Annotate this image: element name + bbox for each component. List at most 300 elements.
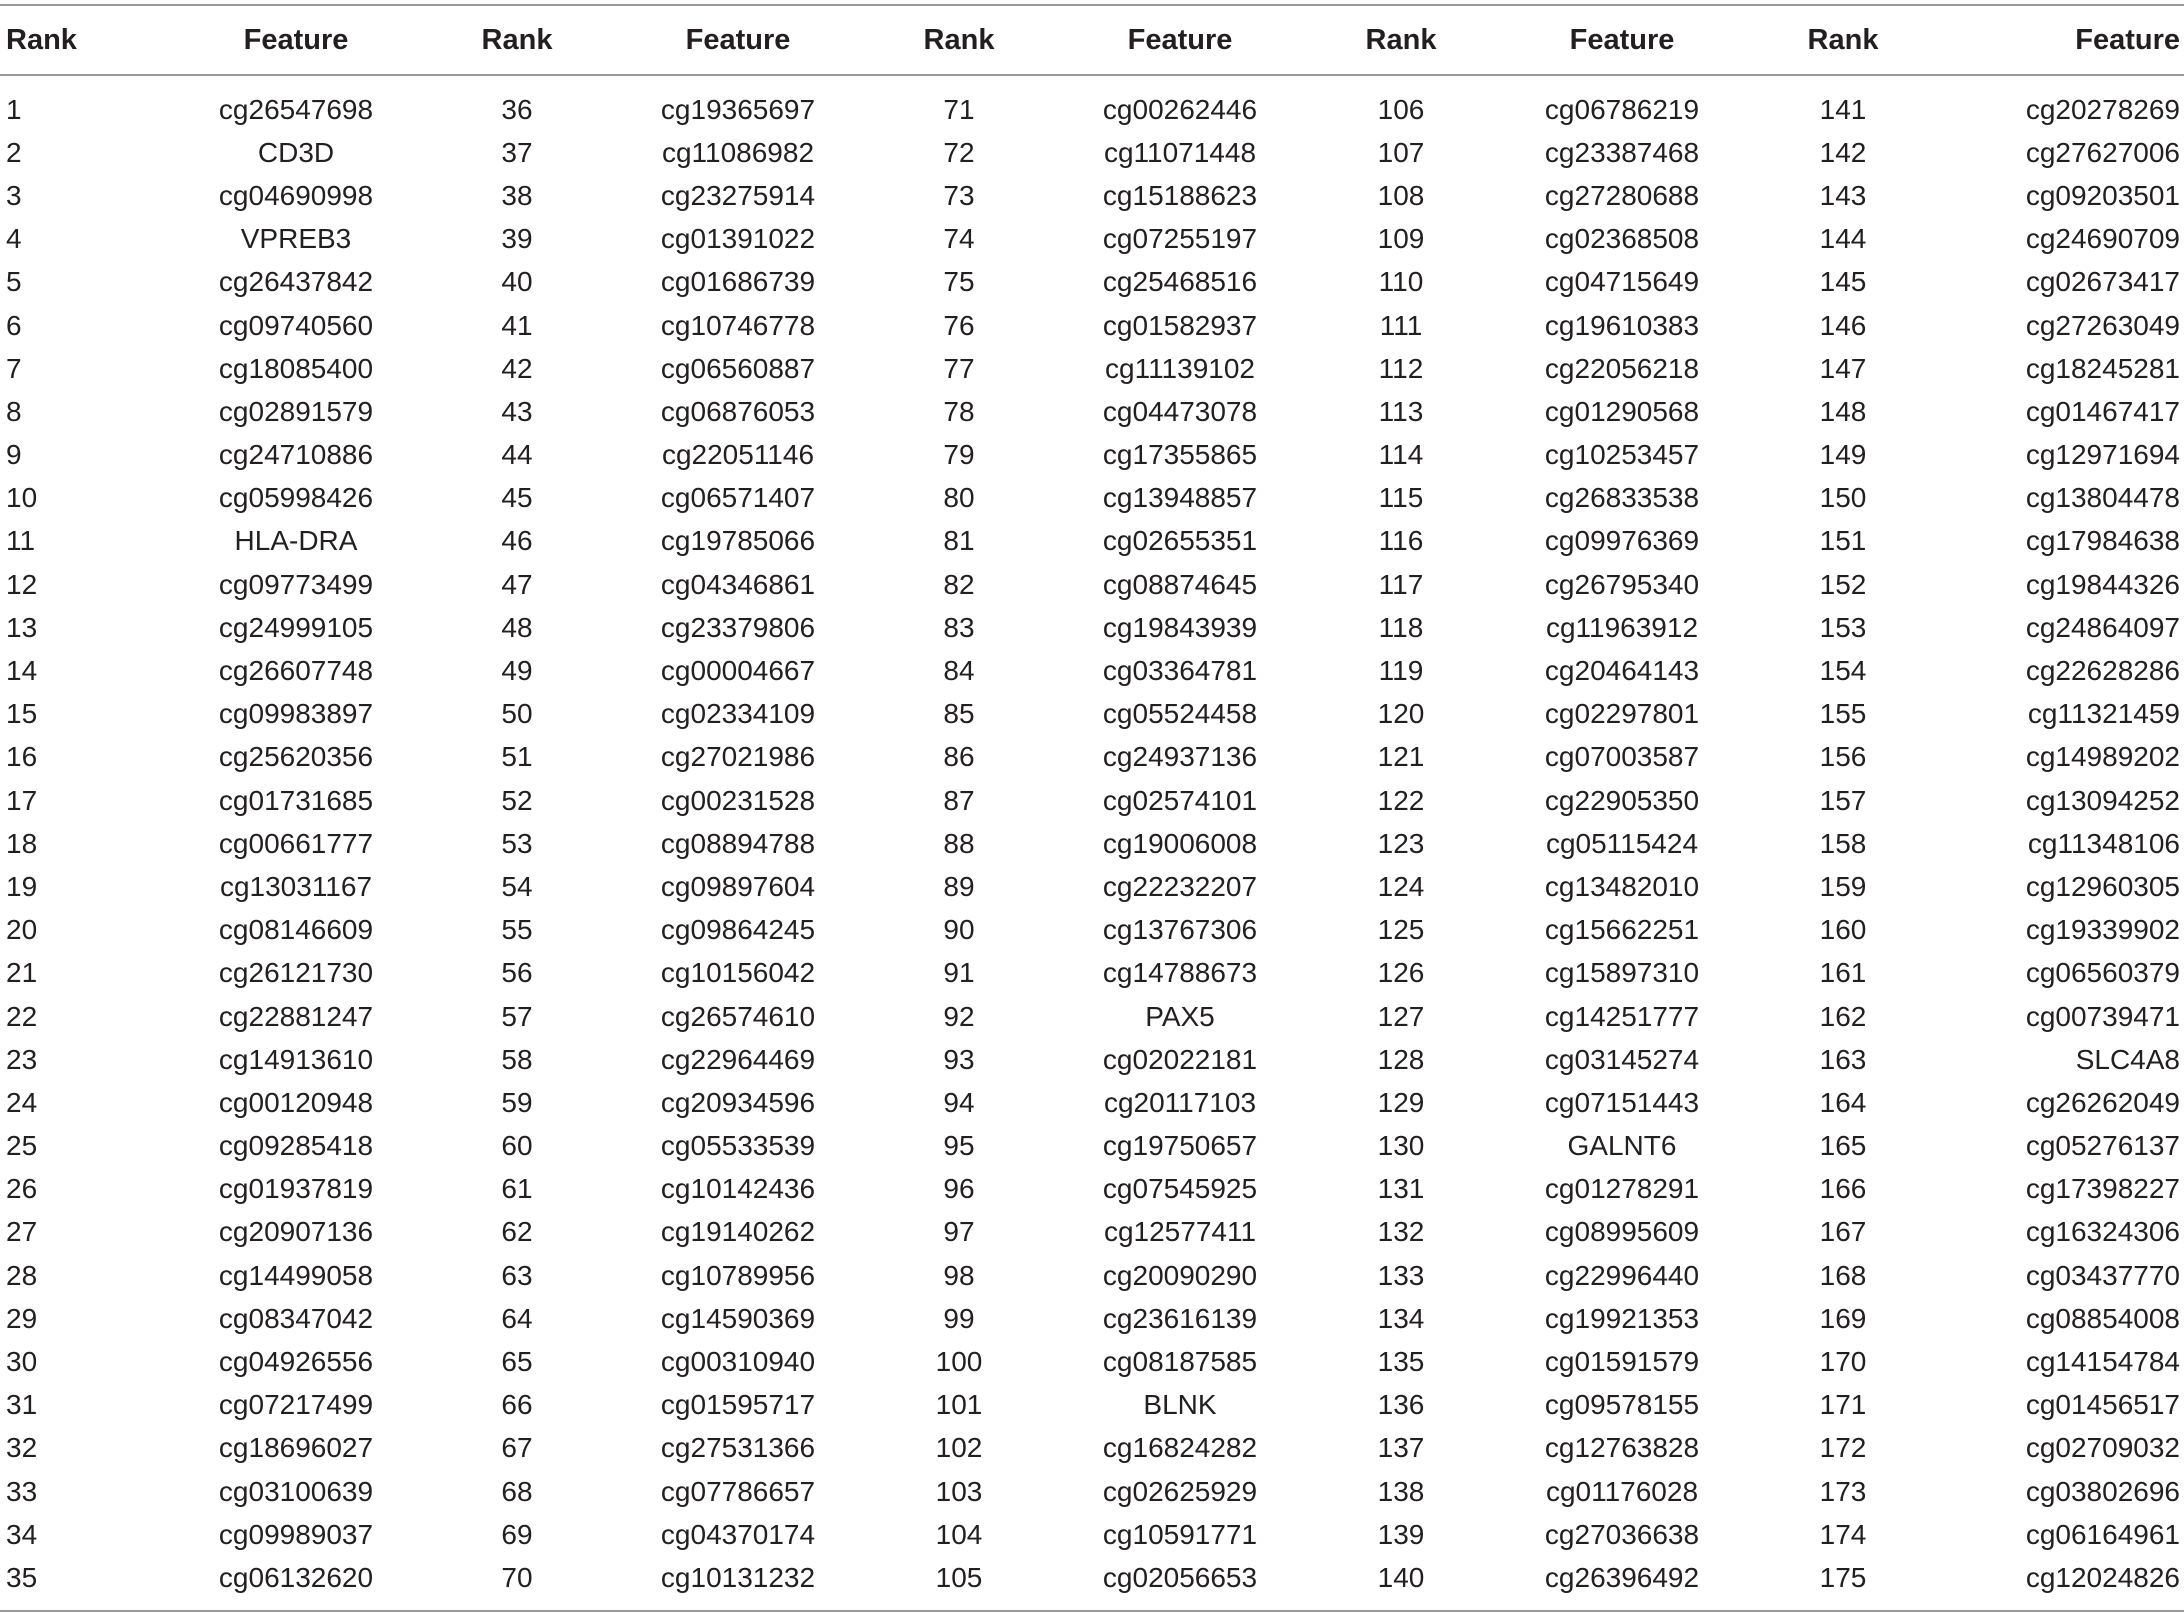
rank-cell: 2 <box>6 136 22 168</box>
feature-cell: cg22051146 <box>661 439 815 471</box>
feature-cell: cg26574610 <box>660 1000 816 1032</box>
rank-cell: 66 <box>501 1389 533 1421</box>
feature-cell: cg13767306 <box>1102 914 1258 946</box>
feature-cell: cg20117103 <box>1103 1086 1257 1118</box>
rank-cell: 7 <box>6 352 22 384</box>
feature-cell: cg08146609 <box>218 914 374 946</box>
rank-cell: 143 <box>1819 179 1867 211</box>
rank-cell: 51 <box>501 741 533 773</box>
rank-cell: 20 <box>6 914 38 946</box>
feature-cell: cg16824282 <box>1102 1432 1258 1464</box>
rank-cell: 153 <box>1819 611 1867 643</box>
rank-cell: 141 <box>1819 93 1867 125</box>
rank-cell: 15 <box>6 698 38 730</box>
rank-cell: 172 <box>1819 1432 1867 1464</box>
feature-cell: cg26437842 <box>218 266 374 298</box>
rank-cell: 29 <box>6 1302 38 1334</box>
feature-cell: cg03364781 <box>1102 655 1258 687</box>
table-body <box>0 75 2184 1611</box>
rank-cell: 109 <box>1377 223 1425 255</box>
header-row <box>0 5 2184 75</box>
rank-cell: 133 <box>1377 1259 1425 1291</box>
rank-cell: 68 <box>501 1475 533 1507</box>
table-row <box>0 1081 2184 1124</box>
feature-cell: cg22905350 <box>1544 784 1700 816</box>
feature-cell: cg07003587 <box>1544 741 1700 773</box>
feature-cell: cg19750657 <box>1102 1130 1258 1162</box>
feature-cell: cg07255197 <box>1102 223 1258 255</box>
rank-cell: 74 <box>943 223 975 255</box>
feature-cell: cg19844326 <box>2025 568 2180 600</box>
table-row <box>0 477 2184 520</box>
rank-cell: 90 <box>943 914 975 946</box>
rank-cell: 16 <box>6 741 38 773</box>
feature-cell: cg11963912 <box>1545 611 1699 643</box>
rank-cell: 107 <box>1377 136 1425 168</box>
feature-cell: BLNK <box>1143 1389 1217 1421</box>
rank-cell: 62 <box>501 1216 533 1248</box>
feature-cell: cg08995609 <box>1544 1216 1700 1248</box>
feature-cell: cg04346861 <box>660 568 816 600</box>
rank-cell: 156 <box>1819 741 1867 773</box>
feature-cell: cg26833538 <box>1544 482 1700 514</box>
table-row <box>0 218 2184 261</box>
rank-cell: 4 <box>6 223 22 255</box>
rank-cell: 80 <box>943 482 975 514</box>
feature-cell: cg11321459 <box>2027 698 2180 730</box>
rank-cell: 78 <box>943 395 975 427</box>
rank-cell: 115 <box>1378 482 1424 514</box>
feature-cell: cg06786219 <box>1544 93 1700 125</box>
feature-cell: cg19365697 <box>660 93 816 125</box>
rank-cell: 154 <box>1819 655 1867 687</box>
rank-cell: 3 <box>6 179 22 211</box>
feature-cell: cg14590369 <box>660 1302 816 1334</box>
feature-cell: cg00262446 <box>1102 93 1258 125</box>
feature-cell: cg19339902 <box>2025 914 2180 946</box>
feature-cell: cg19843939 <box>1102 611 1258 643</box>
feature-cell: cg09578155 <box>1544 1389 1700 1421</box>
feature-cell: cg05524458 <box>1102 698 1258 730</box>
table-row <box>0 1513 2184 1556</box>
feature-cell: cg12577411 <box>1103 1216 1257 1248</box>
feature-cell: cg20278269 <box>2025 93 2180 125</box>
table-row <box>0 995 2184 1038</box>
feature-cell: cg19921353 <box>1544 1302 1700 1334</box>
rank-cell: 6 <box>6 309 22 341</box>
table-row <box>0 649 2184 692</box>
feature-cell: VPREB3 <box>240 223 352 255</box>
rank-cell: 65 <box>501 1346 533 1378</box>
feature-cell: cg25620356 <box>218 741 374 773</box>
rank-cell: 70 <box>501 1561 533 1593</box>
table-row <box>0 693 2184 736</box>
feature-cell: cg14913610 <box>218 1043 374 1075</box>
feature-cell: cg08894788 <box>660 827 816 859</box>
rank-cell: 100 <box>935 1346 983 1378</box>
rank-cell: 11 <box>6 525 36 557</box>
rank-cell: 147 <box>1819 352 1867 384</box>
feature-cell: cg12960305 <box>2025 870 2180 902</box>
feature-cell: cg02625929 <box>1102 1475 1258 1507</box>
feature-cell: cg00310940 <box>660 1346 816 1378</box>
rank-cell: 91 <box>943 957 975 989</box>
rank-cell: 137 <box>1377 1432 1425 1464</box>
feature-cell: cg09983897 <box>218 698 374 730</box>
rank-cell: 118 <box>1378 611 1424 643</box>
rank-cell: 164 <box>1819 1086 1867 1118</box>
feature-cell: cg10591771 <box>1102 1518 1258 1550</box>
feature-cell: cg18696027 <box>218 1432 374 1464</box>
rank-cell: 168 <box>1819 1259 1867 1291</box>
feature-cell: cg27280688 <box>1544 179 1700 211</box>
feature-cell: cg12971694 <box>2025 439 2180 471</box>
feature-cell: cg01686739 <box>660 266 816 298</box>
feature-cell: cg06164961 <box>2025 1518 2180 1550</box>
feature-cell: cg04715649 <box>1544 266 1700 298</box>
rank-cell: 167 <box>1819 1216 1867 1248</box>
feature-cell: cg02891579 <box>218 395 374 427</box>
feature-cell: cg04926556 <box>218 1346 374 1378</box>
rank-cell: 75 <box>943 266 975 298</box>
rank-cell: 48 <box>501 611 533 643</box>
rank-cell: 89 <box>943 870 975 902</box>
feature-cell: cg08347042 <box>218 1302 374 1334</box>
rank-cell: 138 <box>1377 1475 1425 1507</box>
table-row <box>0 1211 2184 1254</box>
header-rank: Rank <box>1365 23 1437 56</box>
feature-cell: cg13031167 <box>219 870 373 902</box>
rank-cell: 5 <box>6 266 22 298</box>
rank-cell: 79 <box>943 439 975 471</box>
feature-cell: cg06876053 <box>660 395 816 427</box>
table-row <box>0 952 2184 995</box>
rank-cell: 103 <box>935 1475 983 1507</box>
table-row <box>0 347 2184 390</box>
feature-cell: cg01595717 <box>660 1389 816 1421</box>
rank-cell: 88 <box>943 827 975 859</box>
feature-cell: cg27531366 <box>660 1432 816 1464</box>
rank-cell: 112 <box>1378 352 1424 384</box>
rank-cell: 171 <box>1819 1389 1867 1421</box>
rank-cell: 97 <box>943 1216 975 1248</box>
feature-cell: cg07217499 <box>218 1389 374 1421</box>
rank-cell: 43 <box>501 395 533 427</box>
table-row <box>0 1038 2184 1081</box>
rank-cell: 47 <box>501 568 533 600</box>
rank-cell: 104 <box>935 1518 983 1550</box>
feature-cell: cg01456517 <box>2025 1389 2180 1421</box>
feature-cell: cg07545925 <box>1102 1173 1258 1205</box>
feature-cell: cg08854008 <box>2025 1302 2180 1334</box>
feature-cell: cg04370174 <box>660 1518 816 1550</box>
rank-cell: 93 <box>943 1043 975 1075</box>
rank-cell: 30 <box>6 1346 38 1378</box>
rank-cell: 44 <box>501 439 533 471</box>
rank-cell: 14 <box>6 655 38 687</box>
rank-cell: 19 <box>6 870 38 902</box>
feature-cell: cg24999105 <box>218 611 374 643</box>
rank-cell: 8 <box>6 395 22 427</box>
rank-cell: 32 <box>6 1432 38 1464</box>
feature-cell: cg01731685 <box>218 784 374 816</box>
feature-cell: cg19140262 <box>660 1216 816 1248</box>
table-row <box>0 865 2184 908</box>
rank-cell: 26 <box>6 1173 38 1205</box>
feature-cell: cg09203501 <box>2025 179 2180 211</box>
rank-cell: 162 <box>1819 1000 1867 1032</box>
rank-cell: 159 <box>1819 870 1867 902</box>
feature-cell: cg08187585 <box>1102 1346 1258 1378</box>
rank-cell: 1 <box>6 93 22 125</box>
rank-cell: 96 <box>943 1173 975 1205</box>
header-feature: Feature <box>685 23 791 56</box>
feature-cell: cg17398227 <box>2025 1173 2180 1205</box>
feature-cell: cg06560887 <box>660 352 816 384</box>
feature-cell: cg01278291 <box>1544 1173 1700 1205</box>
rank-cell: 105 <box>935 1561 983 1593</box>
table-row <box>0 1125 2184 1168</box>
rank-cell: 33 <box>6 1475 38 1507</box>
rank-cell: 38 <box>501 179 533 211</box>
feature-cell: cg09989037 <box>218 1518 374 1550</box>
rank-cell: 139 <box>1377 1518 1425 1550</box>
rank-cell: 166 <box>1819 1173 1867 1205</box>
table-row <box>0 390 2184 433</box>
feature-cell: cg01290568 <box>1544 395 1700 427</box>
rank-cell: 13 <box>6 611 38 643</box>
feature-cell: cg14788673 <box>1102 957 1258 989</box>
rank-cell: 95 <box>943 1130 975 1162</box>
feature-cell: GALNT6 <box>1567 1130 1677 1162</box>
table-row <box>0 1384 2184 1427</box>
rank-cell: 140 <box>1377 1561 1425 1593</box>
rank-cell: 54 <box>501 870 533 902</box>
header-rank: Rank <box>6 23 77 56</box>
rank-cell: 174 <box>1819 1518 1867 1550</box>
rank-cell: 58 <box>501 1043 533 1075</box>
rank-cell: 25 <box>6 1130 38 1162</box>
feature-cell: cg24937136 <box>1102 741 1258 773</box>
rank-cell: 145 <box>1819 266 1867 298</box>
feature-cell: cg14989202 <box>2025 741 2180 773</box>
feature-cell: cg01176028 <box>1545 1475 1699 1507</box>
feature-cell: cg25468516 <box>1102 266 1258 298</box>
feature-cell: cg06132620 <box>218 1561 374 1593</box>
feature-cell: cg05276137 <box>2025 1130 2180 1162</box>
feature-cell: cg07151443 <box>1544 1086 1700 1118</box>
feature-cell: cg27021986 <box>660 741 816 773</box>
rank-cell: 142 <box>1819 136 1867 168</box>
rank-cell: 150 <box>1819 482 1867 514</box>
rank-cell: 148 <box>1819 395 1867 427</box>
rank-cell: 128 <box>1377 1043 1425 1075</box>
feature-cell: cg17984638 <box>2025 525 2180 557</box>
feature-cell: PAX5 <box>1145 1000 1215 1032</box>
rank-cell: 125 <box>1377 914 1425 946</box>
feature-cell: cg13094252 <box>2025 784 2180 816</box>
rank-cell: 72 <box>943 136 975 168</box>
rank-cell: 169 <box>1819 1302 1867 1334</box>
rank-cell: 22 <box>6 1000 38 1032</box>
feature-cell: cg11348106 <box>2027 827 2180 859</box>
rank-cell: 108 <box>1377 179 1425 211</box>
header-rank: Rank <box>481 23 553 56</box>
feature-cell: cg26547698 <box>218 93 374 125</box>
feature-cell: cg10789956 <box>660 1259 816 1291</box>
rank-cell: 155 <box>1819 698 1867 730</box>
feature-cell: cg02334109 <box>660 698 816 730</box>
feature-cell: cg00120948 <box>218 1086 374 1118</box>
rank-cell: 151 <box>1819 525 1867 557</box>
rank-cell: 132 <box>1377 1216 1425 1248</box>
rank-cell: 170 <box>1819 1346 1867 1378</box>
feature-cell: cg09864245 <box>660 914 816 946</box>
rank-cell: 101 <box>935 1389 983 1421</box>
feature-cell: cg13948857 <box>1102 482 1258 514</box>
rank-cell: 122 <box>1377 784 1425 816</box>
rank-cell: 39 <box>501 223 533 255</box>
rank-cell: 69 <box>501 1518 533 1550</box>
feature-cell: cg18085400 <box>218 352 374 384</box>
table-row <box>0 1340 2184 1383</box>
table-row <box>0 1427 2184 1470</box>
feature-cell: cg02368508 <box>1544 223 1700 255</box>
rank-cell: 42 <box>501 352 533 384</box>
feature-cell: cg13482010 <box>1544 870 1700 902</box>
rank-cell: 57 <box>501 1000 533 1032</box>
rank-cell: 24 <box>6 1086 38 1118</box>
feature-cell: cg02673417 <box>2025 266 2180 298</box>
rank-cell: 116 <box>1378 525 1424 557</box>
table-row <box>0 563 2184 606</box>
feature-cell: cg23387468 <box>1544 136 1700 168</box>
rank-cell: 31 <box>6 1389 38 1421</box>
rank-cell: 17 <box>6 784 38 816</box>
feature-cell: cg18245281 <box>2025 352 2180 384</box>
rank-cell: 23 <box>6 1043 38 1075</box>
feature-cell: cg23275914 <box>660 179 816 211</box>
feature-cell: cg05115424 <box>1545 827 1699 859</box>
rank-cell: 102 <box>935 1432 983 1464</box>
feature-cell: cg10253457 <box>1544 439 1700 471</box>
feature-cell: cg22964469 <box>660 1043 816 1075</box>
rank-cell: 144 <box>1819 223 1867 255</box>
table-row <box>0 434 2184 477</box>
feature-cell: cg06560379 <box>2025 957 2180 989</box>
feature-cell: cg15897310 <box>1544 957 1700 989</box>
feature-cell: cg04690998 <box>218 179 374 211</box>
rank-cell: 34 <box>6 1518 38 1550</box>
rank-cell: 53 <box>501 827 533 859</box>
table-row <box>0 1556 2184 1610</box>
feature-cell: cg02022181 <box>1102 1043 1258 1075</box>
feature-cell: cg04473078 <box>1102 395 1258 427</box>
feature-cell: cg14251777 <box>1544 1000 1700 1032</box>
feature-cell: cg23616139 <box>1102 1302 1258 1334</box>
table-row <box>0 131 2184 174</box>
rank-cell: 36 <box>501 93 533 125</box>
feature-cell: cg09773499 <box>218 568 374 600</box>
rank-cell: 67 <box>501 1432 533 1464</box>
feature-cell: cg10142436 <box>660 1173 816 1205</box>
rank-cell: 157 <box>1819 784 1867 816</box>
feature-cell: cg24864097 <box>2025 611 2180 643</box>
rank-cell: 129 <box>1377 1086 1425 1118</box>
rank-cell: 61 <box>501 1173 533 1205</box>
header-feature: Feature <box>1127 23 1233 56</box>
feature-cell: cg26795340 <box>1544 568 1700 600</box>
table-row <box>0 520 2184 563</box>
rank-cell: 110 <box>1378 266 1424 298</box>
feature-cell: cg19785066 <box>660 525 816 557</box>
feature-cell: cg01591579 <box>1544 1346 1700 1378</box>
rank-cell: 113 <box>1378 395 1424 427</box>
rank-cell: 136 <box>1377 1389 1425 1421</box>
feature-cell: cg12024826 <box>2025 1561 2180 1593</box>
rank-cell: 87 <box>943 784 975 816</box>
rank-cell: 50 <box>501 698 533 730</box>
table-row <box>0 779 2184 822</box>
feature-cell: cg05998426 <box>218 482 374 514</box>
feature-cell: cg11086982 <box>661 136 815 168</box>
feature-cell: cg13804478 <box>2025 482 2180 514</box>
rank-cell: 160 <box>1819 914 1867 946</box>
rank-cell: 73 <box>943 179 975 211</box>
feature-cell: cg14154784 <box>2025 1346 2180 1378</box>
feature-cell: cg26607748 <box>218 655 374 687</box>
rank-cell: 146 <box>1819 309 1867 341</box>
header-feature: Feature <box>243 23 349 56</box>
feature-cell: cg15188623 <box>1102 179 1258 211</box>
rank-cell: 64 <box>501 1302 533 1334</box>
rank-cell: 77 <box>943 352 975 384</box>
feature-rank-table <box>0 4 2184 1612</box>
rank-cell: 40 <box>501 266 533 298</box>
feature-cell: cg01391022 <box>660 223 816 255</box>
rank-cell: 71 <box>943 93 975 125</box>
feature-cell: cg12763828 <box>1544 1432 1700 1464</box>
feature-cell: cg01467417 <box>2025 395 2180 427</box>
table-header <box>0 5 2184 75</box>
feature-cell: cg00004667 <box>660 655 816 687</box>
rank-cell: 81 <box>943 525 975 557</box>
feature-cell: cg09976369 <box>1544 525 1700 557</box>
table-row <box>0 1254 2184 1297</box>
feature-cell: cg27036638 <box>1544 1518 1700 1550</box>
feature-cell: cg10156042 <box>660 957 816 989</box>
rank-cell: 56 <box>501 957 533 989</box>
feature-cell: cg20090290 <box>1102 1259 1258 1291</box>
rank-cell: 123 <box>1377 827 1425 859</box>
feature-cell: cg03100639 <box>218 1475 374 1507</box>
rank-cell: 49 <box>501 655 533 687</box>
feature-cell: cg02056653 <box>1102 1561 1258 1593</box>
table-row <box>0 261 2184 304</box>
header-rank: Rank <box>923 23 995 56</box>
feature-cell: cg22056218 <box>1544 352 1700 384</box>
feature-cell: cg03145274 <box>1544 1043 1700 1075</box>
rank-cell: 163 <box>1819 1043 1867 1075</box>
rank-cell: 86 <box>943 741 975 773</box>
rank-cell: 173 <box>1819 1475 1867 1507</box>
table-row <box>0 75 2184 131</box>
rank-cell: 152 <box>1819 568 1867 600</box>
feature-cell: cg11071448 <box>1103 136 1257 168</box>
feature-cell: cg23379806 <box>660 611 816 643</box>
feature-cell: cg24710886 <box>218 439 374 471</box>
feature-cell: cg22881247 <box>218 1000 374 1032</box>
